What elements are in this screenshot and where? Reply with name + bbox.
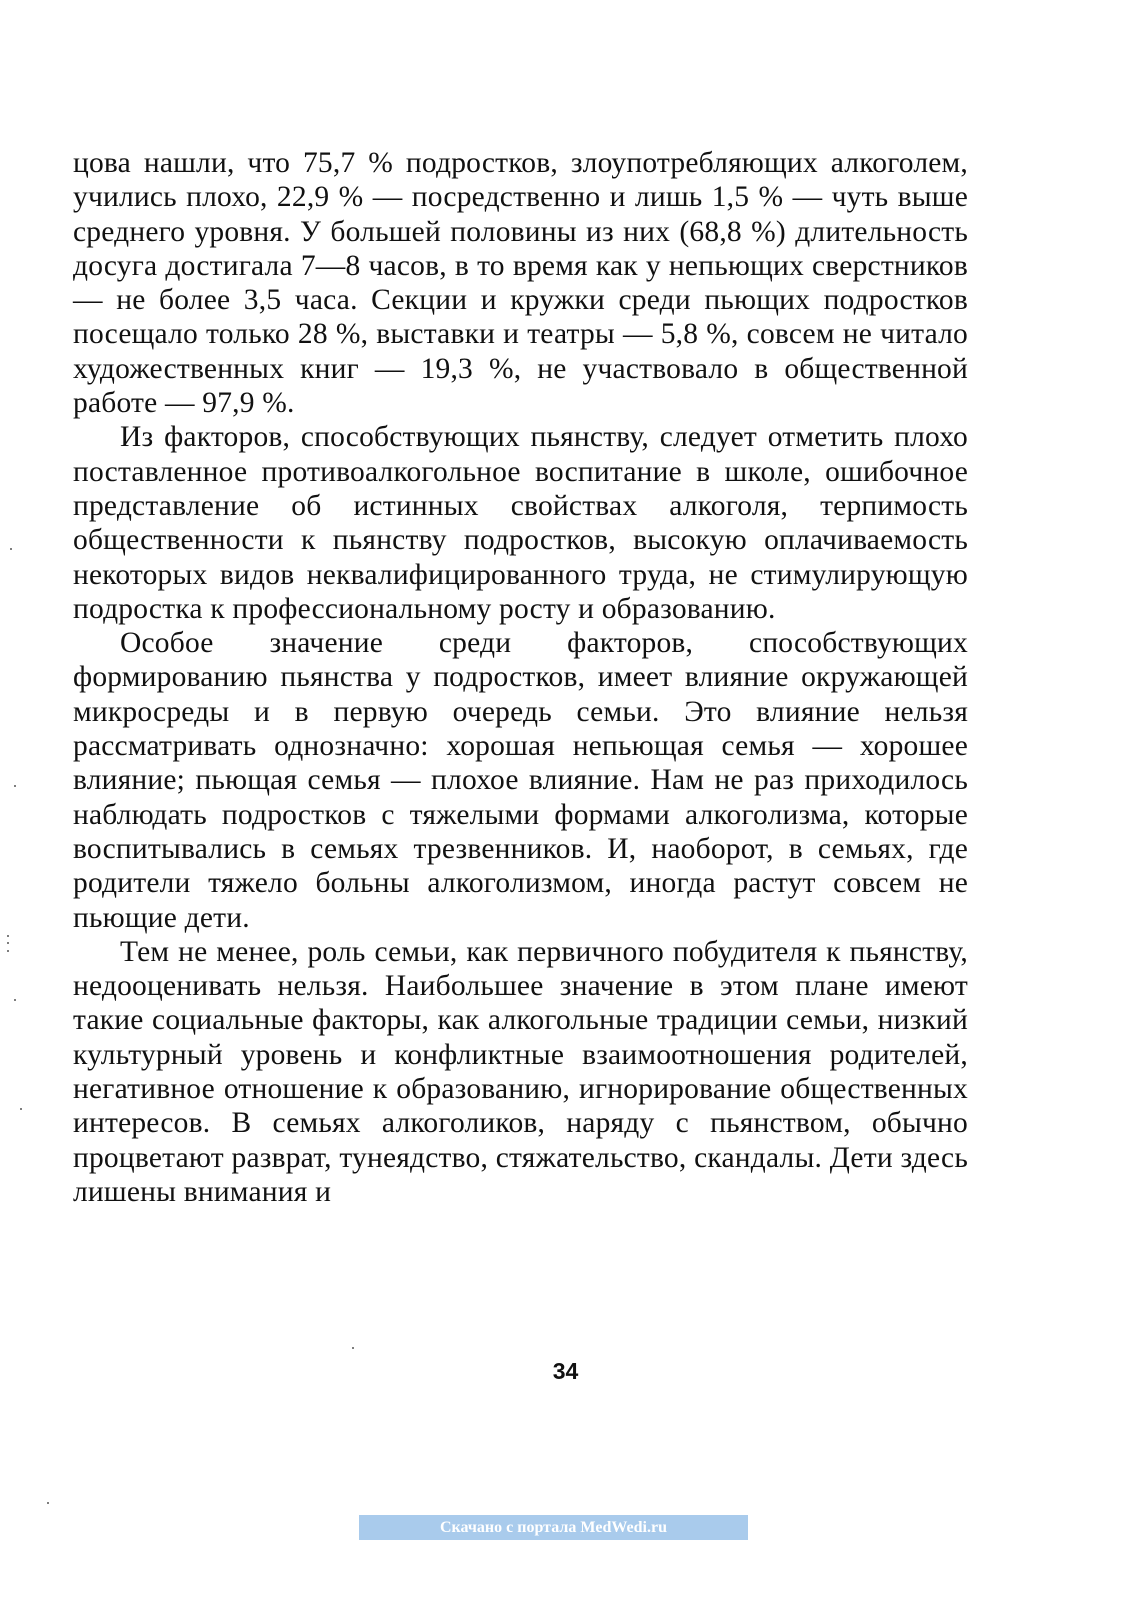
scan-speck [14,785,16,787]
scan-speck [7,942,9,944]
page-number: 34 [552,1358,579,1384]
scan-speck [14,999,16,1001]
body-text [73,146,968,1209]
scan-speck [20,1108,22,1110]
scan-speck [352,1347,354,1349]
paragraph-1: цова нашли, что 75,7 % подростков, злоупотребляющих алкоголем, учились плохо, 22,9 % — посредственно и лишь 1,5 % — чуть выше среднего уровня. У большей половины из них (68,8 %) длительность досуга достигала 7—8 часов, в то время как у непьющих сверстников — не более 3,5 часа. Секции и кружки среди пьющих подростков посещало только 28 %, выставки и театры — 5,8 %, совсем не читало художественных книг — 19,3 %, не участвовало в общественной работе — 97,9 %. [73,147,968,420]
scan-speck [7,950,9,952]
watermark-banner: Скачано с портала MedWedi.ru [359,1515,748,1540]
paragraph-4: Тем не менее, роль семьи, как первичного побудителя к пьянству, недооценивать нельзя. Наибольшее значение в этом плане имеют такие социальные факторы, как алкогольные традиции семьи, низкий культурный уровень и конфликтные взаимоотношения родителей, негативное отношение к образованию, игнорирование общественных интересов. В семьях алкоголиков, наряду с пьянством, обычно процветают разврат, тунеядство, стяжательство, скандалы. Дети здесь лишены внимания и [73,935,968,1208]
paragraph-3: Особое значение среди факторов, способствующих формированию пьянства у подростков, имеет влияние окружающей микросреды и в первую очередь семьи. Это влияние нельзя рассматривать однозначно: хорошая непьющая семья — хорошее влияние; пьющая семья — плохое влияние. Нам не раз приходилось наблюдать подростков с тяжелыми формами алкоголизма, которые воспитывались в семьях трезвенников. И, наоборот, в семьях, где родители тяжело больны алкоголизмом, иногда растут совсем не пьющие дети. [73,627,968,934]
paragraph-2: Из факторов, способствующих пьянству, следует отметить плохо поставленное противоалкогольное воспитание в школе, ошибочное представление об истинных свойствах алкоголя, терпимость общественности к пьянству подростков, высокую оплачиваемость некоторых видов неквалифицированного труда, не стимулирующую подростка к профессиональному росту и образованию. [73,421,968,625]
scan-speck [7,935,9,937]
scan-speck [10,548,12,550]
scan-speck [47,1502,49,1504]
